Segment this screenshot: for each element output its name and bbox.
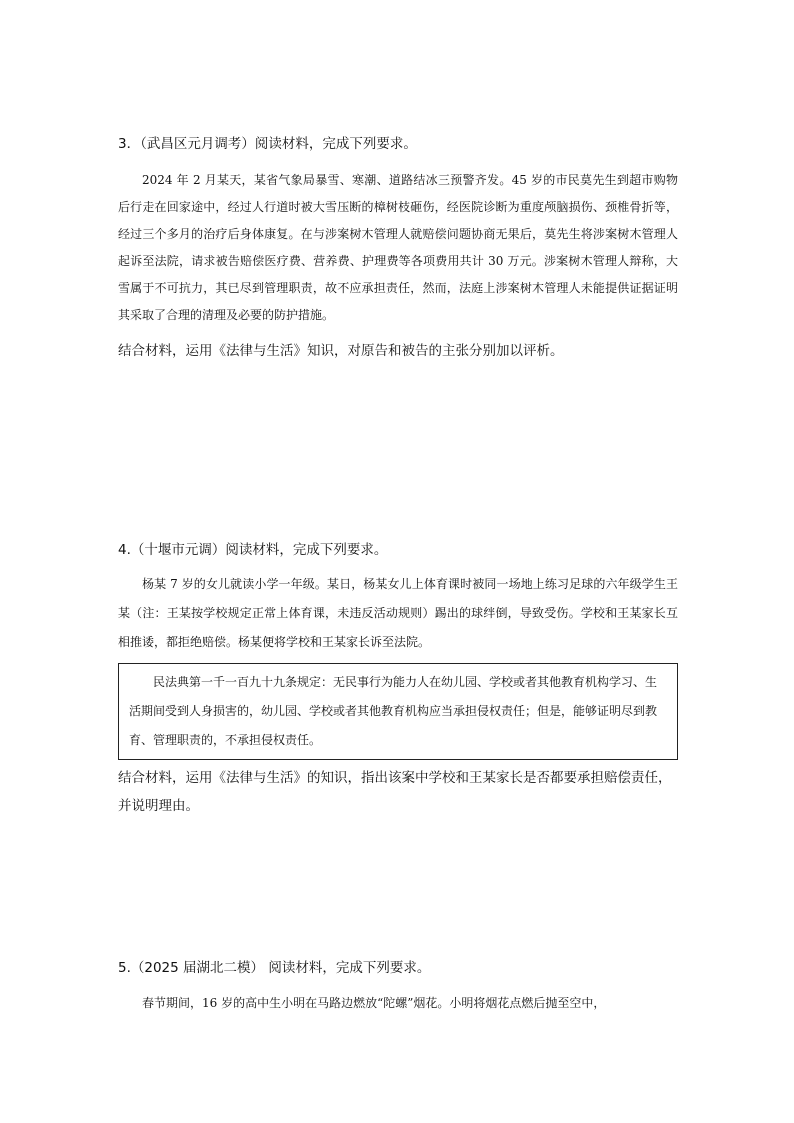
- question-3-prompt: 结合材料，运用《法律与生活》知识，对原告和被告的主张分别加以评析。: [118, 343, 564, 359]
- question-5-heading: 5.（2025 届湖北二模） 阅读材料，完成下列要求。: [118, 960, 431, 976]
- question-4-heading: 4.（十堰市元调）阅读材料，完成下列要求。: [118, 542, 388, 558]
- question-3: [118, 134, 678, 365]
- civil-code-excerpt-box: [118, 663, 678, 760]
- question-5-material: 春节期间，16 岁的高中生小明在马路边燃放“陀螺”烟花。小明将烟花点燃后抛至空中，: [142, 996, 606, 1010]
- civil-code-excerpt: 民法典第一千一百九十九条规定：无民事行为能力人在幼儿园、学校或者其他教育机构学习、生活期间受到人身损害的，幼儿园、学校或者其他教育机构应当承担侵权责任；但是，能够证明尽到教育、管理职责的，不承担侵权责任。: [129, 675, 658, 747]
- question-4: [118, 540, 678, 820]
- question-5: [118, 958, 678, 1017]
- question-3-heading: 3．（武昌区元月调考）阅读材料，完成下列要求。: [118, 136, 417, 152]
- question-4-prompt: 结合材料，运用《法律与生活》的知识，指出该案中学校和王某家长是否都要承担赔偿责任，并说明理由。: [118, 770, 672, 814]
- question-4-material: 杨某 7 岁的女儿就读小学一年级。某日，杨某女儿上体育课时被同一场地上练习足球的六年级学生王某（注：王某按学校规定正常上体育课，未违反活动规则）踢出的球绊倒，导致受伤。学校和王某家长互相推诿，都拒绝赔偿。杨某便将学校和王某家长诉至法院。: [118, 577, 678, 649]
- question-3-material: 2024 年 2 月某天，某省气象局暴雪、寒潮、道路结冰三预警齐发。45 岁的市民莫先生到超市购物后行走在回家途中，经过人行道时被大雪压断的樟树枝砸伤，经医院诊断为重度颅脑损伤、颈椎骨折等，经过三个多月的治疗后身体康复。在与涉案树木管理人就赔偿问题协商无果后，莫先生将涉案树木管理人起诉至法院，请求被告赔偿医疗费、营养费、护理费等各项费用共计 30 万元。涉案树木管理人辩称，大雪属于不可抗力，其已尽到管理职责，故不应承担责任，然而，法庭上涉案树木管理人未能提供证据证明其采取了合理的清理及必要的防护措施。: [118, 173, 678, 322]
